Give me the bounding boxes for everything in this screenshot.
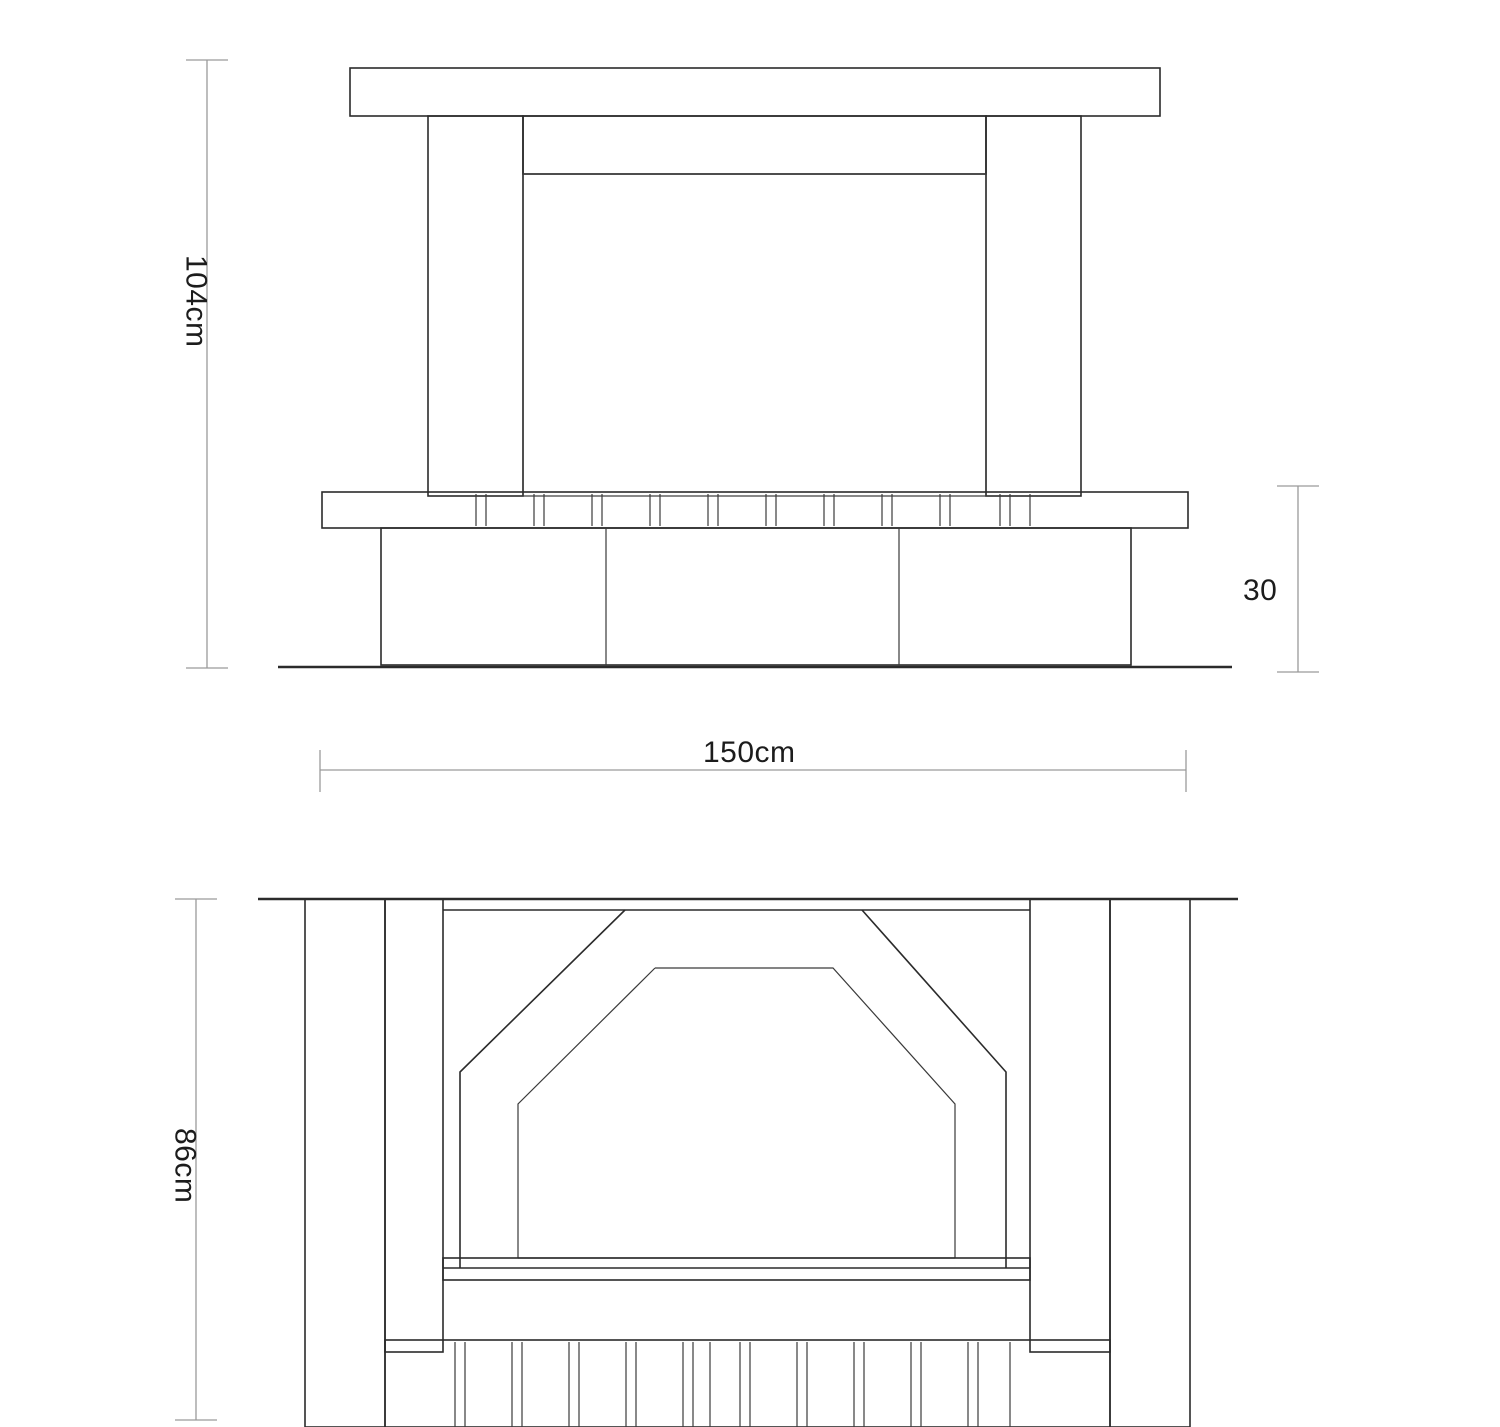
plan-outer-walls: [305, 899, 1190, 1427]
hearth-ribbing: [476, 494, 1030, 526]
dimension-label-width: 150cm: [703, 736, 796, 769]
plan-view: [169, 899, 1239, 1427]
dimension-overall-height: [180, 60, 229, 668]
fireplace-opening: [523, 174, 986, 496]
plan-inner-walls: [385, 899, 1110, 1352]
dimension-label-hearth-height: 30: [1243, 574, 1278, 607]
dimension-overall-width: [320, 736, 1186, 792]
plan-hearth-ribbing: [455, 1342, 1010, 1427]
dimension-hearth-height: [1243, 486, 1319, 672]
hearth-top-slab: [322, 492, 1188, 528]
lintel-panel: [523, 116, 986, 174]
plan-hearth-slab: [385, 1258, 1110, 1427]
front-elevation-view: [180, 60, 1320, 792]
hearth-base-plinth: [381, 528, 1131, 665]
right-pilaster: [986, 116, 1081, 496]
left-pilaster: [428, 116, 523, 496]
plan-firebox-inner: [518, 968, 955, 1258]
dimension-label-height: 104cm: [179, 255, 213, 348]
dimension-plan-height: [169, 899, 218, 1420]
dimension-label-plan-height: 86cm: [168, 1128, 202, 1204]
mantel-shelf: [350, 68, 1160, 116]
